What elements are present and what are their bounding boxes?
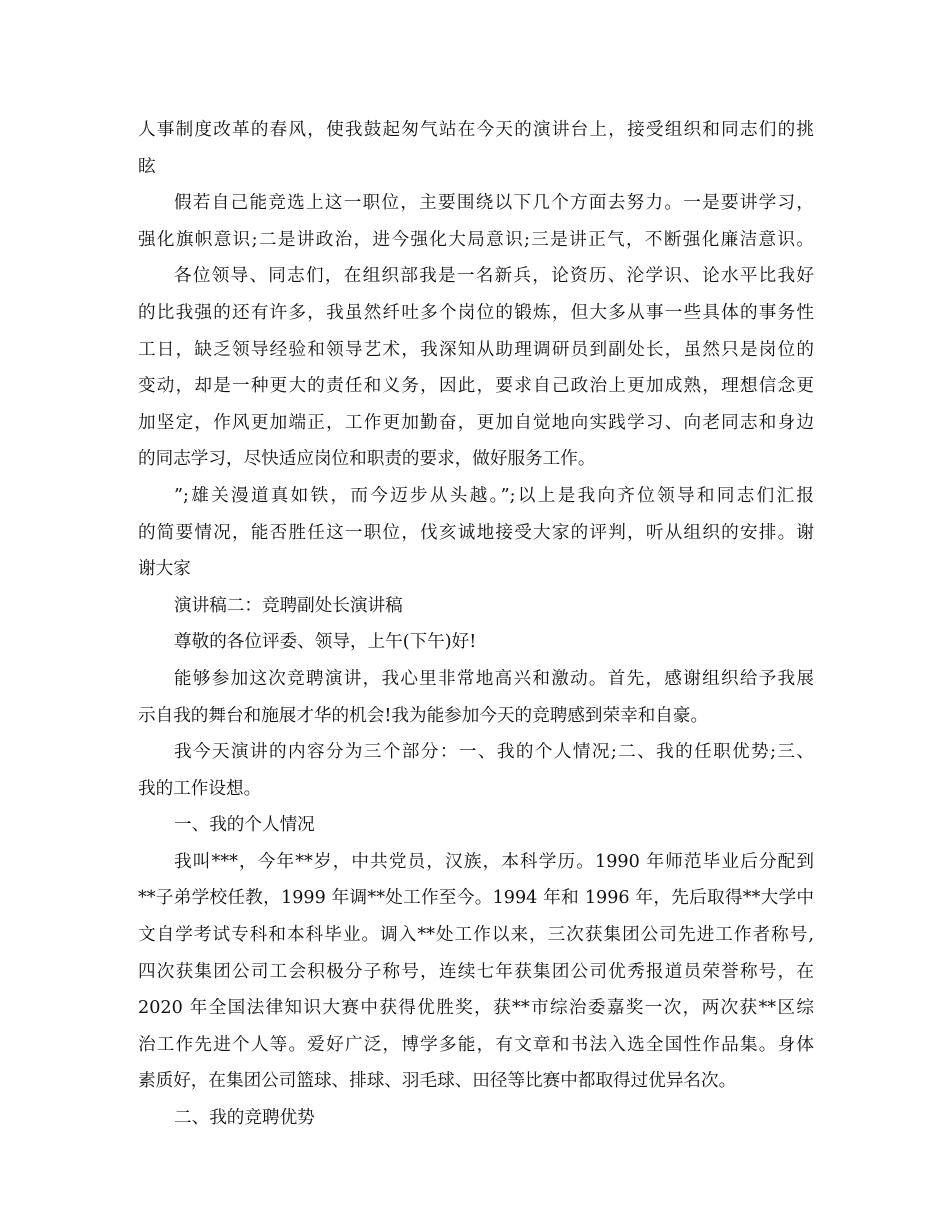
text-line: 的比我强的还有许多，我虽然纤吐多个岗位的锻炼，但大多从事一些具体的事务性 bbox=[138, 302, 814, 323]
text-line: 谢大家 bbox=[138, 559, 191, 580]
text-line: 假若自己能竞选上这一职位，主要围绕以下几个方面去努力。一是要讲学习， bbox=[174, 193, 814, 214]
text-line: 我叫***，今年**岁，中共党员，汉族，本科学历。1990 年师范毕业后分配到 bbox=[174, 851, 814, 872]
text-line: 工日，缺乏领导经验和领导艺术，我深知从助理调研员到副处长，虽然只是岗位的 bbox=[138, 339, 814, 360]
text-line: 加坚定，作风更加端正，工作更加勤奋，更加自觉地向实践学习、向老同志和身边 bbox=[138, 412, 814, 433]
text-line: 四次获集团公司工会积极分子称号，连续七年获集团公司优秀报道员荣誉称号，在 bbox=[138, 961, 814, 982]
text-line: 治工作先进个人等。爱好广泛，博学多能，有文章和书法入选全国性作品集。身体 bbox=[138, 1034, 814, 1055]
text-line: 能够参加这次竞聘演讲，我心里非常地高兴和激动。首先，感谢组织给予我展 bbox=[174, 668, 814, 689]
text-line: **子弟学校任教，1999 年调**处工作至今。1994 年和 1996 年，先后取得**大学中 bbox=[138, 888, 814, 909]
text-line: 的同志学习，尽快适应岗位和职责的要求，做好服务工作。 bbox=[138, 449, 596, 470]
text-line: 人事制度改革的春风，使我鼓起匆气站在今天的演讲台上，接受组织和同志们的挑 bbox=[138, 120, 814, 140]
text-line: 眩 bbox=[138, 156, 156, 177]
text-line: 的简要情况，能否胜任这一职位，伐亥诚地接受大家的评判，听从组织的安排。谢 bbox=[138, 522, 814, 543]
section-heading: 演讲稿二：竞聘副处长演讲稿 bbox=[174, 595, 403, 616]
section-heading: 一、我的个人情况 bbox=[174, 815, 315, 836]
text-line: 素质好，在集团公司篮球、排球、羽毛球、田径等比赛中都取得过优异名次。 bbox=[138, 1071, 737, 1092]
document-page bbox=[138, 112, 814, 1137]
text-line: 各位领导、同志们，在组织部我是一名新兵，论资历、沦学识、论水平比我好 bbox=[174, 266, 814, 287]
text-line: 文自学考试专科和本科毕业。调入**处工作以来，三次获集团公司先进工作者称号, bbox=[138, 925, 814, 946]
text-line: 尊敬的各位评委、领导，上午(下午)好! bbox=[174, 632, 477, 653]
text-line: 示自我的舞台和施展才华的机会!我为能参加今天的竞聘感到荣幸和自豪。 bbox=[138, 705, 709, 726]
text-line: 2020 年全国法律知识大赛中获得优胜奖，获**市综治委嘉奖一次，两次获**区综 bbox=[138, 998, 814, 1019]
section-heading: 二、我的竞聘优势 bbox=[174, 1108, 315, 1129]
text-line: ”;雄关漫道真如铁，而今迈步从头越。”;以上是我向齐位领导和同志们汇报 bbox=[174, 485, 814, 506]
text-line: 我今天演讲的内容分为三个部分：一、我的个人情况;二、我的任职优势;三、 bbox=[174, 742, 814, 763]
text-line: 强化旗帜意识;二是讲政治，进今强化大局意识;三是讲正气，不断强化廉洁意识。 bbox=[138, 229, 814, 250]
text-line: 变动，却是一种更大的责任和义务，因此，要求自己政治上更加成熟，理想信念更 bbox=[138, 376, 814, 397]
text-line: 我的工作设想。 bbox=[138, 778, 262, 799]
